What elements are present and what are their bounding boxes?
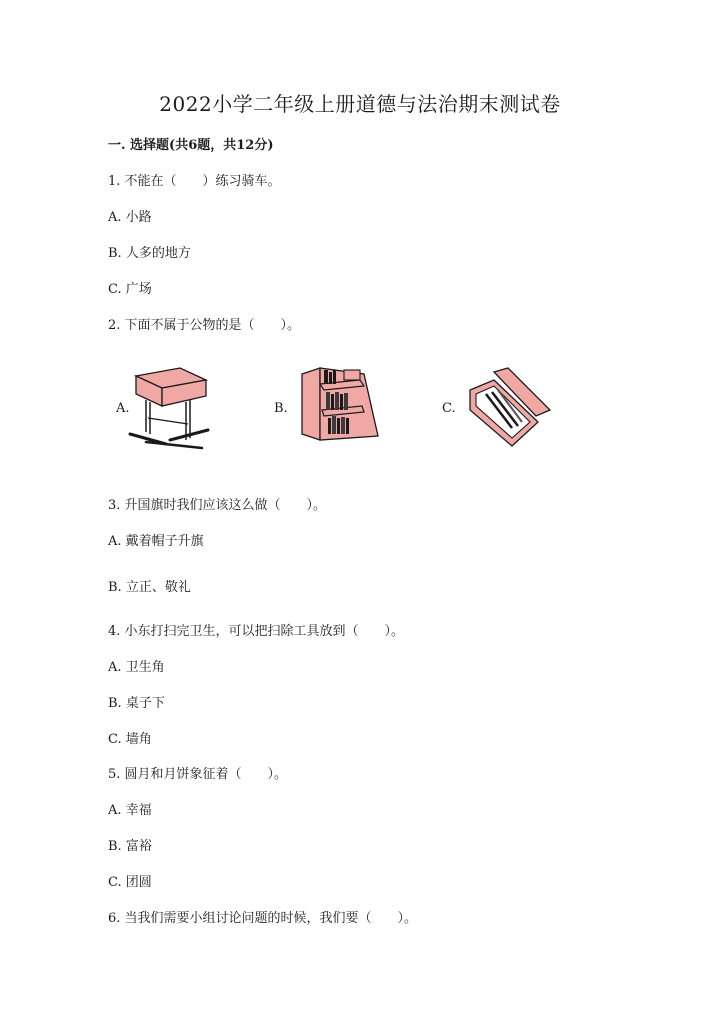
question-4-option-c: C. 墙角 <box>108 732 152 747</box>
school-desk-icon <box>126 362 210 454</box>
question-3-stem: 3. 升国旗时我们应该这么做（ ）。 <box>108 498 327 513</box>
question-6-stem: 6. 当我们需要小组讨论问题的时候，我们要（ ）。 <box>108 911 418 926</box>
question-2-stem: 2. 下面不属于公物的是（ ）。 <box>108 318 301 333</box>
page-title: 2022小学二年级上册道德与法治期末测试卷 <box>159 92 561 116</box>
question-1-option-b: B. 人多的地方 <box>108 246 191 261</box>
question-2-option-c-label: C. <box>442 401 456 416</box>
question-3-option-b: B. 立正、敬礼 <box>108 580 191 595</box>
question-4-option-a: A. 卫生角 <box>108 660 165 675</box>
question-5-option-a: A. 幸福 <box>108 803 152 818</box>
question-1-option-c: C. 广场 <box>108 282 152 297</box>
question-3-option-a: A. 戴着帽子升旗 <box>108 534 204 549</box>
question-2-option-a-label: A. <box>116 401 130 416</box>
question-2-option-b-label: B. <box>274 401 288 416</box>
question-1-stem: 1. 不能在（ ）练习骑车。 <box>108 174 281 189</box>
question-5-option-c: C. 团圆 <box>108 875 152 890</box>
question-5-option-b: B. 富裕 <box>108 839 152 854</box>
question-5-stem: 5. 圆月和月饼象征着（ ）。 <box>108 767 288 782</box>
bookshelf-icon <box>298 364 380 444</box>
section-heading: 一. 选择题(共6题，共12分) <box>108 138 274 153</box>
question-4-stem: 4. 小东打扫完卫生，可以把扫除工具放到（ ）。 <box>108 624 405 639</box>
question-4-option-b: B. 桌子下 <box>108 696 165 711</box>
pencil-case-icon <box>462 366 552 452</box>
question-1-option-a: A. 小路 <box>108 210 152 225</box>
